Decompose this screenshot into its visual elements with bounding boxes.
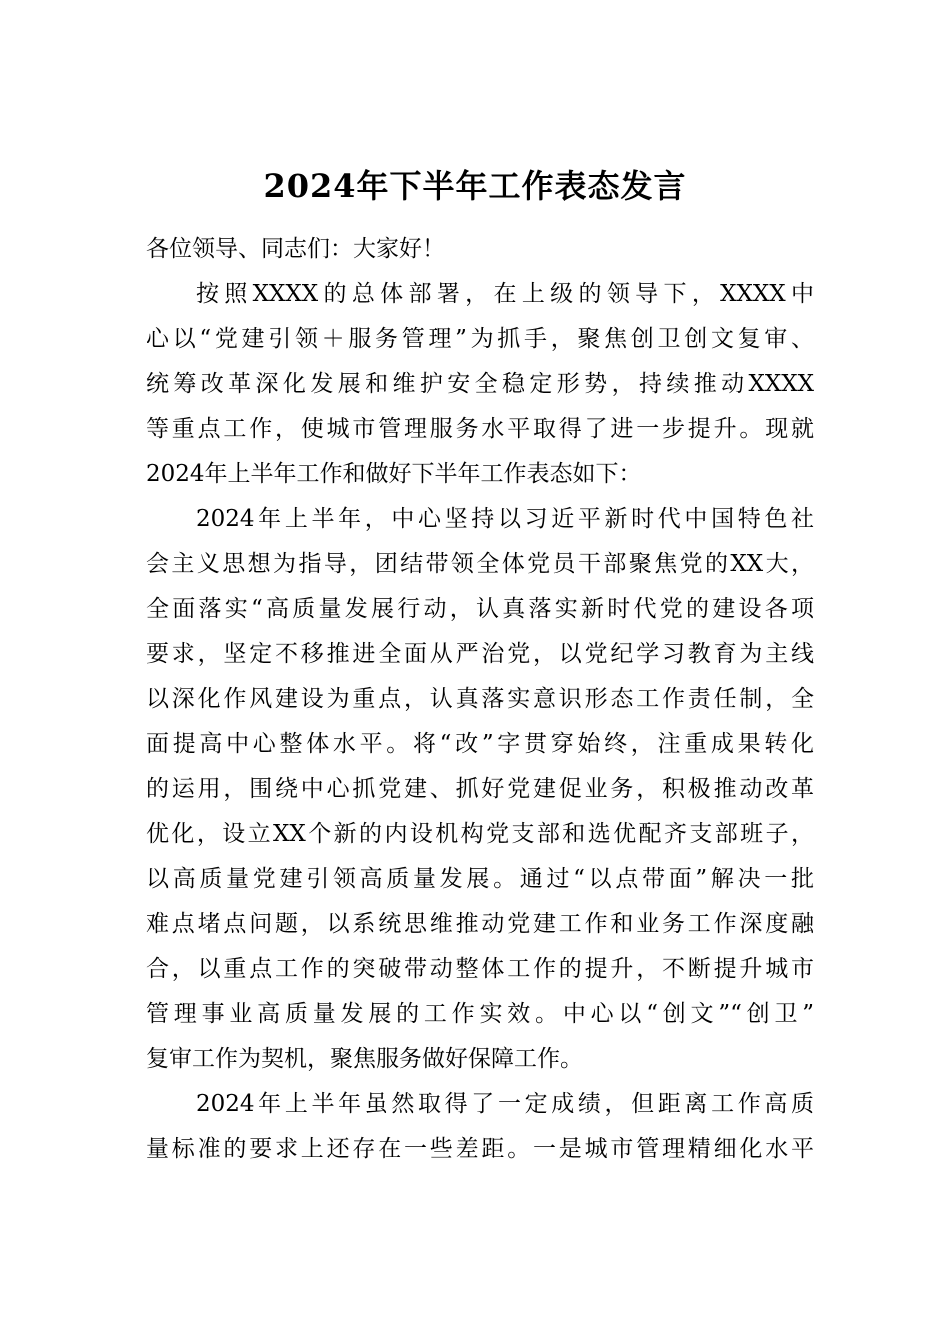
- paragraph-2-line-9: 以高质量党建引领高质量发展。通过“以点带面”解决一批: [146, 866, 814, 892]
- paragraph-3-line-1: 2024年上半年虽然取得了一定成绩，但距离工作高质: [196, 1091, 814, 1117]
- paragraph-2-line-1: 2024年上半年，中心坚持以习近平新时代中国特色社: [196, 506, 814, 532]
- paragraph-1-line-3: 统筹改革深化发展和维护安全稳定形势，持续推动XXXX: [146, 371, 814, 397]
- document-body: [146, 227, 814, 1172]
- paragraph-2-line-7: 的运用，围绕中心抓党建、抓好党建促业务，积极推动改革: [146, 776, 814, 802]
- paragraph-2-line-5: 以深化作风建设为重点，认真落实意识形态工作责任制，全: [146, 686, 814, 712]
- paragraph-2-line-4: 要求，坚定不移推进全面从严治党，以党纪学习教育为主线: [146, 641, 814, 667]
- paragraph-2-line-2: 会主义思想为指导，团结带领全体党员干部聚焦党的XX大，: [146, 551, 814, 577]
- paragraph-1-line-5: 2024年上半年工作和做好下半年工作表态如下：: [146, 461, 642, 487]
- paragraph-2-line-13: 复审工作为契机，聚焦服务做好保障工作。: [146, 1046, 583, 1072]
- paragraph-1-line-2: 心以“党建引领＋服务管理”为抓手，聚焦创卫创文复审、: [146, 326, 814, 352]
- paragraph-2-line-12: 管理事业高质量发展的工作实效。中心以“创文”“创卫”: [146, 1001, 814, 1027]
- paragraph-2-line-11: 合，以重点工作的突破带动整体工作的提升，不断提升城市: [146, 956, 814, 982]
- paragraph-2-line-8: 优化，设立XX个新的内设机构党支部和选优配齐支部班子，: [146, 821, 814, 847]
- document-title: 2024年下半年工作表态发言: [263, 167, 687, 205]
- paragraph-2-line-6: 面提高中心整体水平。将“改”字贯穿始终，注重成果转化: [146, 731, 814, 757]
- paragraph-3-line-2: 量标准的要求上还存在一些差距。一是城市管理精细化水平: [146, 1136, 814, 1162]
- paragraph-1-line-4: 等重点工作，使城市管理服务水平取得了进一步提升。现就: [146, 416, 814, 442]
- paragraph-2-line-10: 难点堵点问题，以系统思维推动党建工作和业务工作深度融: [146, 911, 814, 937]
- paragraph-2-line-3: 全面落实“高质量发展行动，认真落实新时代党的建设各项: [146, 596, 814, 622]
- greeting-line: 各位领导、同志们：大家好！: [146, 236, 445, 262]
- paragraph-1-line-1: 按照XXXX的总体部署，在上级的领导下，XXXX中: [196, 281, 814, 307]
